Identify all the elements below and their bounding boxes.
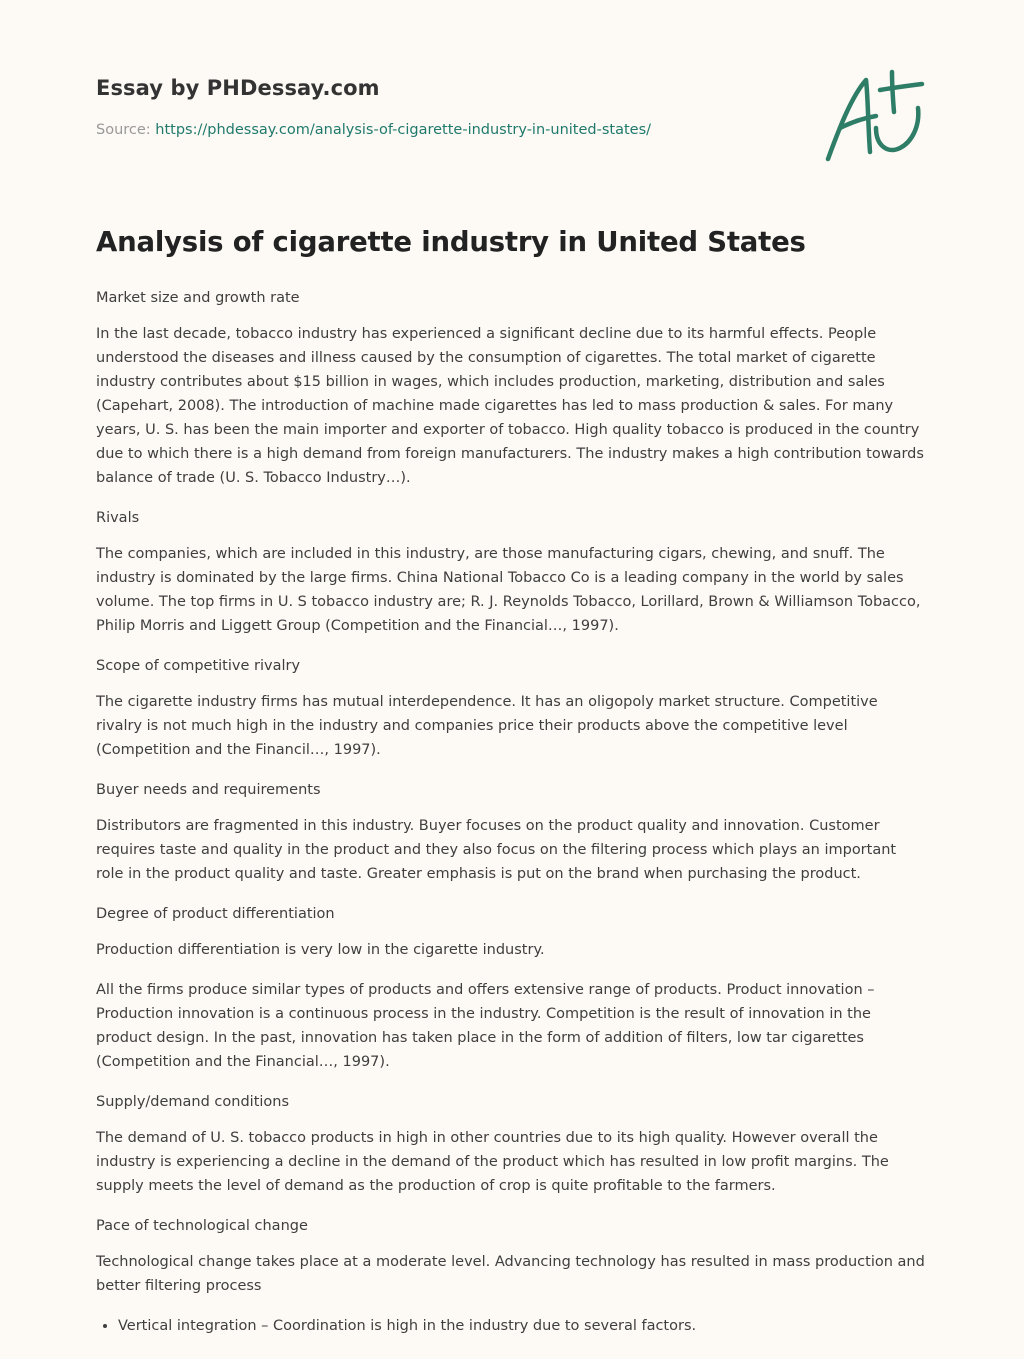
section-heading: Supply/demand conditions (96, 1094, 290, 1110)
paragraph: All the firms produce similar types of products and offers extensive range of products. Product innovation – Production innovation is a continuous process in the industry. Competition is the result of innovation in the product design. In the past, innovation has taken place in the form of addition of filters, low tar cigarettes (Competition and the Financial…, 1997). (96, 982, 875, 1070)
bullet-list (96, 1314, 926, 1338)
section-heading: Buyer needs and requirements (96, 782, 321, 798)
article (96, 226, 926, 1338)
bullet-item: • Vertical integration – Coordination is high in the industry due to several factors. (118, 1314, 926, 1338)
article-title: Analysis of cigarette industry in United States (96, 226, 806, 258)
source-link[interactable]: https://phdessay.com/analysis-of-cigarette-industry-in-united-states/ (155, 122, 652, 138)
section-heading: Pace of technological change (96, 1218, 308, 1234)
paragraph: Production differentiation is very low in the cigarette industry. (96, 942, 545, 958)
section-heading: Rivals (96, 510, 140, 526)
page-header (96, 76, 936, 138)
section-heading: Market size and growth rate (96, 290, 300, 306)
section-heading: Degree of product differentiation (96, 906, 335, 922)
article-body (96, 286, 926, 1298)
site-brand: Essay by PHDessay.com (96, 76, 380, 100)
paragraph: The companies, which are included in this industry, are those manufacturing cigars, chewing, and snuff. The industry is dominated by the large firms. China National Tobacco Co is a leading company in the world by sales volume. The top firms in U. S tobacco industry are; R. J. Reynolds Tobacco, Lorillard, Brown & Williamson Tobacco, Philip Morris and Liggett Group (Competition and the Financial…, 1997). (96, 546, 921, 634)
paragraph: Distributors are fragmented in this industry. Buyer focuses on the product quality and innovation. Customer requires taste and quality in the product and they also focus on the filtering process which plays an important role in the product quality and taste. Greater emphasis is put on the brand when purchasing the product. (96, 818, 897, 882)
paragraph: Technological change takes place at a moderate level. Advancing technology has resulted in mass production and better filtering process (96, 1254, 925, 1294)
source-label: Source: (96, 122, 151, 138)
source-line (96, 122, 936, 138)
paragraph: In the last decade, tobacco industry has experienced a significant decline due to its harmful effects. People understood the diseases and illness caused by the consumption of cigarettes. The total market of cigarette industry contributes about $15 billion in wages, which includes production, marketing, distribution and sales (Capehart, 2008). The introduction of machine made cigarettes has led to mass production & sales. For many years, U. S. has been the main importer and exporter of tobacco. High quality tobacco is produced in the country due to which there is a high demand from foreign manufacturers. The industry makes a high contribution towards balance of trade (U. S. Tobacco Industry…). (96, 326, 924, 486)
section-heading: Scope of competitive rivalry (96, 658, 301, 674)
paragraph: The cigarette industry firms has mutual interdependence. It has an oligopoly market structure. Competitive rivalry is not much high in the industry and companies price their products above the competitive level (Competition and the Financil…, 1997). (96, 694, 878, 758)
paragraph: The demand of U. S. tobacco products in high in other countries due to its high quality. However overall the industry is experiencing a decline in the demand of the product which has resulted in low profit margins. The supply meets the level of demand as the production of crop is quite profitable to the farmers. (96, 1130, 889, 1194)
a-plus-logo-icon (818, 66, 928, 166)
